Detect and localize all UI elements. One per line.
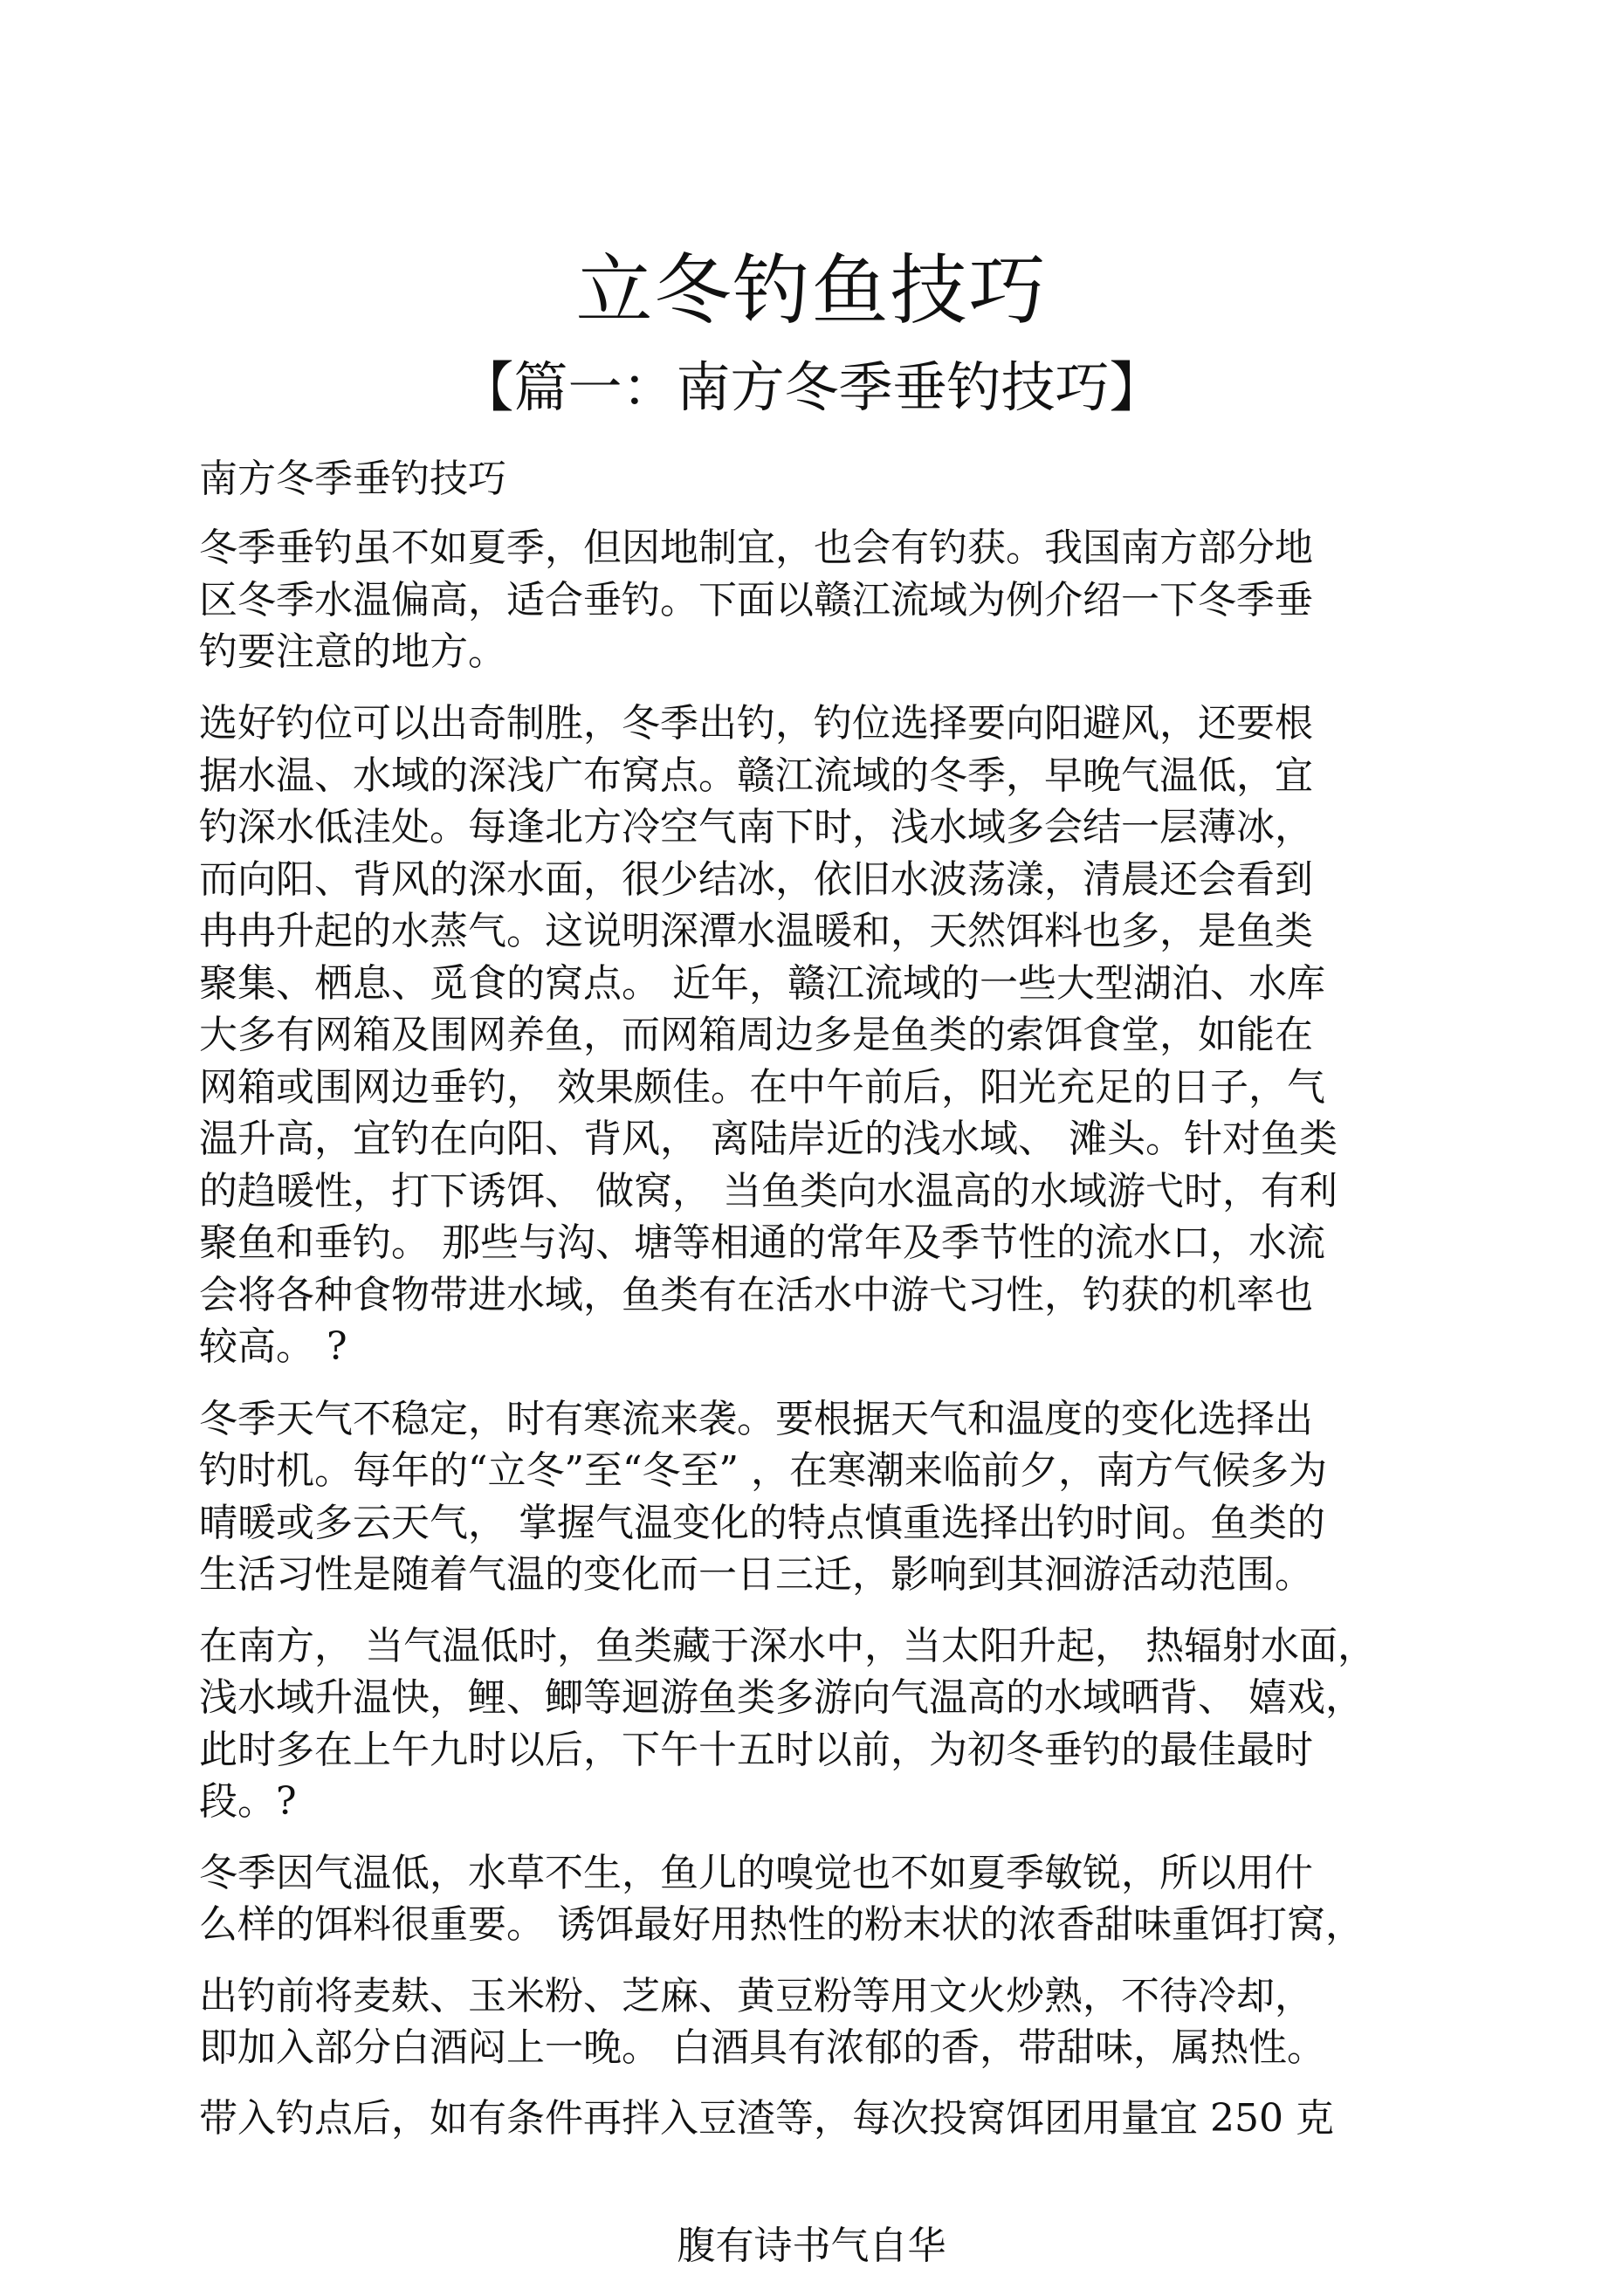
text-line: 冬季垂钓虽不如夏季，但因地制宜，也会有钓获。我国南方部分地 — [199, 526, 1313, 570]
text-line: 钓深水低洼处。每逢北方冷空气南下时，浅水域多会结一层薄冰， — [199, 805, 1313, 849]
text-line: 南方冬季垂钓技巧 — [199, 457, 506, 501]
text-line: 冬季天气不稳定，时有寒流来袭。要根据天气和温度的变化选择出 — [199, 1397, 1313, 1441]
text-line: 在南方， 当气温低时，鱼类藏于深水中，当太阳升起， 热辐射水面， — [199, 1624, 1376, 1668]
document-title: 立冬钓鱼技巧 — [575, 245, 1048, 335]
text-line: 钓要注意的地方。 — [199, 629, 506, 674]
text-line: 选好钓位可以出奇制胜，冬季出钓，钓位选择要向阳避风，还要根 — [199, 701, 1313, 746]
text-line: 段。? — [199, 1779, 297, 1824]
text-line: 大多有网箱及围网养鱼，而网箱周边多是鱼类的索饵食堂，如能在 — [199, 1013, 1313, 1057]
text-line: 钓时机。每年的“立冬”至“冬至” ，在寒潮来临前夕，南方气候多为 — [199, 1448, 1327, 1493]
text-line: 出钓前将麦麸、玉米粉、芝麻、黄豆粉等用文火炒熟，不待冷却， — [199, 1974, 1313, 2018]
text-line: 网箱或围网边垂钓， 效果颇佳。在中午前后，阳光充足的日子，气 — [199, 1065, 1325, 1110]
text-line: 冉冉升起的水蒸气。这说明深潭水温暖和，天然饵料也多，是鱼类 — [199, 909, 1313, 953]
text-line: 较高。 ? — [199, 1324, 347, 1369]
text-line: 据水温、水域的深浅广布窝点。赣江流域的冬季，早晚气温低，宜 — [199, 753, 1313, 798]
text-line: 区冬季水温偏高，适合垂钓。下面以赣江流域为例介绍一下冬季垂 — [199, 578, 1313, 622]
text-line: 浅水域升温快，鲤、鲫等迴游鱼类多游向气温高的水域晒背、 嬉戏， — [199, 1675, 1364, 1720]
section-heading: 【篇一：南方冬季垂钓技巧】 — [459, 355, 1164, 419]
text-line: 晴暖或多云天气， 掌握气温变化的特点慎重选择出钓时间。鱼类的 — [199, 1501, 1325, 1545]
text-line: 即加入部分白酒闷上一晚。 白酒具有浓郁的香，带甜味，属热性。 — [199, 2025, 1325, 2070]
text-line: 的趋暖性，打下诱饵、 做窝， 当鱼类向水温高的水域游弋时，有利 — [199, 1169, 1338, 1213]
page-footer: 腹有诗书气自华 — [677, 2224, 946, 2268]
text-line: 此时多在上午九时以后，下午十五时以前，为初冬垂钓的最佳最时 — [199, 1728, 1313, 1772]
text-line: 生活习性是随着气温的变化而一日三迁，影响到其洄游活动范围。 — [199, 1552, 1313, 1597]
text-line: 而向阳、背风的深水面，很少结冰，依旧水波荡漾，清晨还会看到 — [199, 857, 1313, 902]
text-line: 带入钓点后，如有条件再拌入豆渣等，每次投窝饵团用量宜 250 克 — [199, 2096, 1334, 2141]
text-line: 温升高，宜钓在向阳、背风， 离陆岸近的浅水域、 滩头。针对鱼类 — [199, 1117, 1338, 1161]
text-line: 么样的饵料很重要。 诱饵最好用热性的粉末状的浓香甜味重饵打窝， — [199, 1902, 1364, 1947]
text-line: 聚集、栖息、觅食的窝点。 近年，赣江流域的一些大型湖泊、水库 — [199, 961, 1325, 1006]
text-line: 冬季因气温低，水草不生，鱼儿的嗅觉也不如夏季敏锐，所以用什 — [199, 1851, 1313, 1895]
text-line: 会将各种食物带进水域，鱼类有在活水中游弋习性，钓获的机率也 — [199, 1273, 1313, 1317]
text-line: 聚鱼和垂钓。 那些与沟、塘等相通的常年及季节性的流水口，水流 — [199, 1220, 1325, 1265]
